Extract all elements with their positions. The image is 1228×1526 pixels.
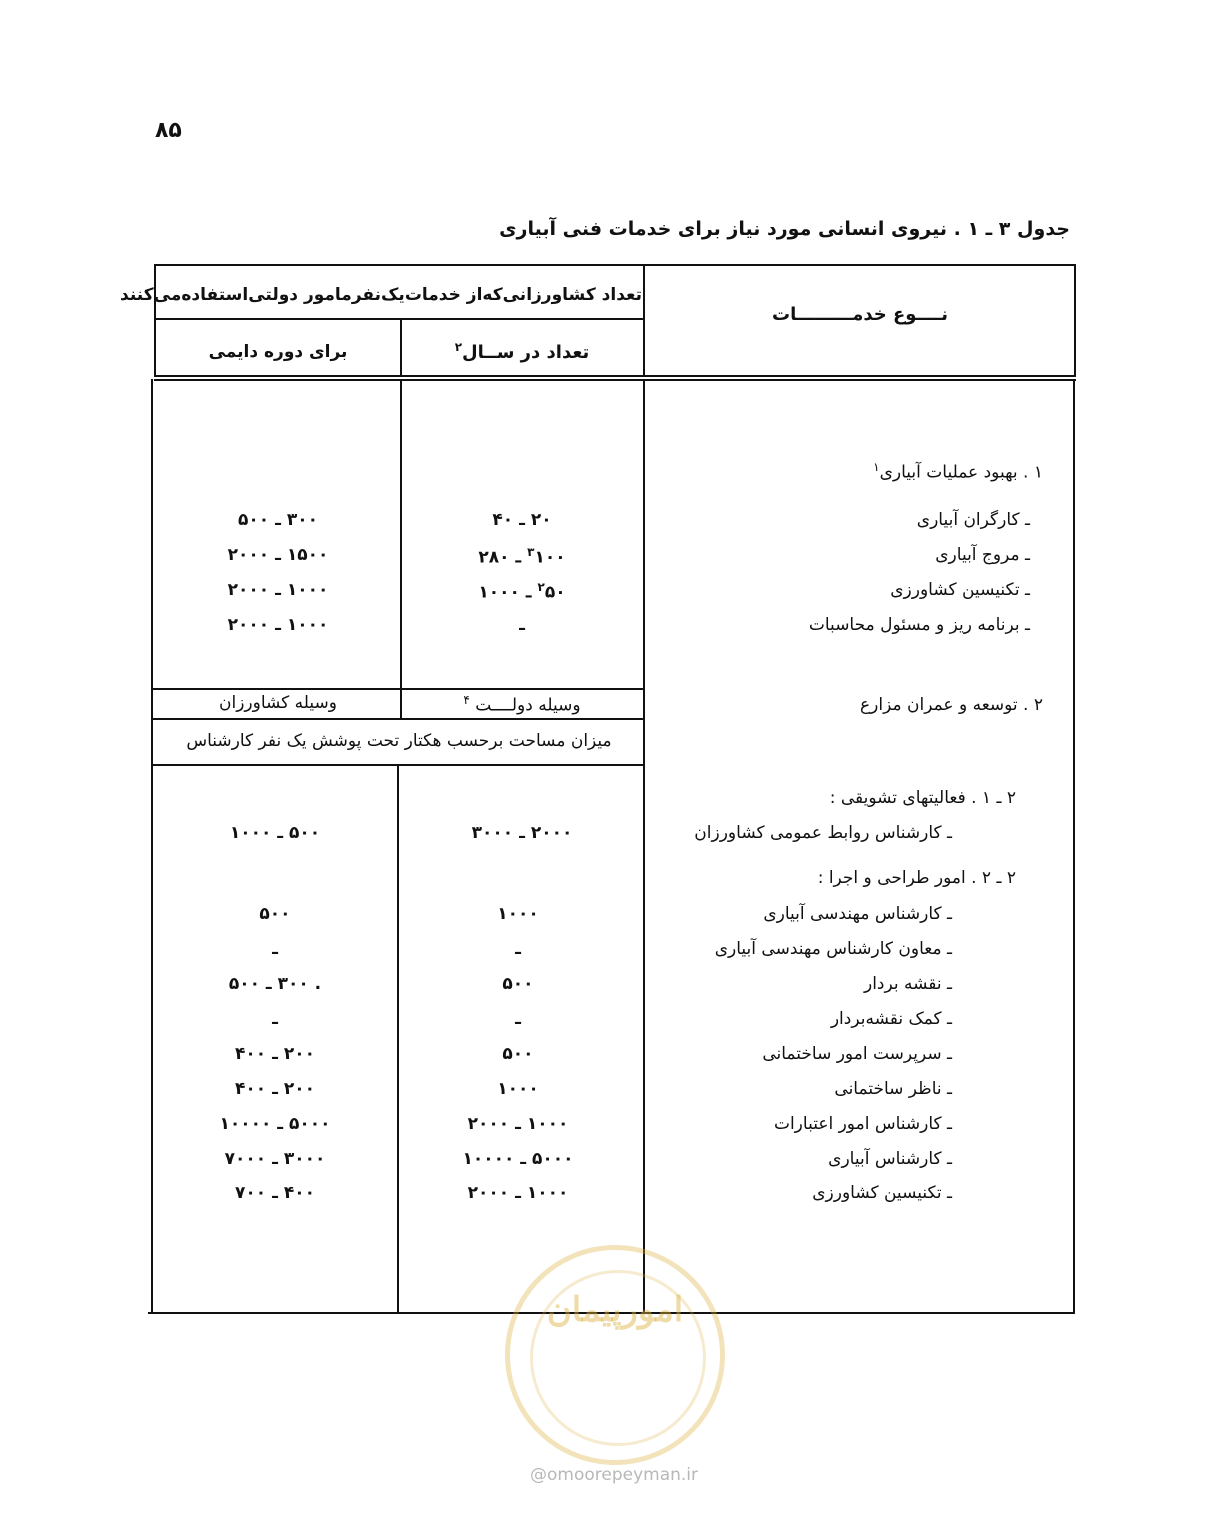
section1-perm: ۱۰۰۰ ـ ۲۰۰۰ xyxy=(227,580,329,600)
header-per-year: تعداد در ســال$^۲$ xyxy=(454,340,590,363)
sub2-year: ۵۰۰ xyxy=(502,1044,534,1064)
sub2-label: ـ سرپرست امور ساختمانی xyxy=(762,1044,952,1064)
body-right-line xyxy=(1073,379,1075,1313)
table-caption: جدول ۳ ـ ۱ . نیروی انسانی مورد نیاز برای خدمات فنی آبیاری xyxy=(499,218,1070,240)
sub2-year: ۱۰۰۰ xyxy=(497,904,539,924)
sub2-perm: ۵۰۰۰ ـ ۱۰۰۰۰ xyxy=(219,1114,331,1134)
by-farmers: وسیله کشاورزان xyxy=(218,693,337,713)
section1-perm: ۱۵۰۰ ـ ۲۰۰۰ xyxy=(227,545,329,565)
body-left-line xyxy=(151,379,153,1313)
sub2-perm: ـ xyxy=(272,939,278,959)
sub1-perm: ۵۰۰ ـ ۱۰۰۰ xyxy=(229,823,321,843)
section2-line-2 xyxy=(152,718,645,720)
sub2-label: ـ کارشناس آبیاری xyxy=(828,1149,952,1169)
sub2-label: ـ کارشناس امور اعتبارات xyxy=(773,1114,952,1134)
section2-line-1 xyxy=(152,688,645,690)
sub2-label: ـ کمک نقشه‌بردار xyxy=(830,1009,952,1029)
sub2-perm: ۲۰۰ ـ ۴۰۰ xyxy=(235,1044,315,1064)
sub2-perm: ۳۰۰۰ ـ ۷۰۰۰ xyxy=(224,1149,326,1169)
header-service-type: نــــوع خدمـــــــــات xyxy=(772,304,948,325)
section1-perm: ۱۰۰۰ ـ ۲۰۰۰ xyxy=(227,615,329,635)
by-government: وسیله دولــــت $^۴$ xyxy=(463,693,581,716)
header-permanent: برای دوره دایمی xyxy=(208,342,348,362)
sub2-year: ـ xyxy=(515,1009,521,1029)
body-col-divider-bottom xyxy=(397,765,399,1313)
watermark-brand: امورپیمان xyxy=(546,1290,684,1330)
sub2-title: ۲ ـ ۲ . امور طراحی و اجرا : xyxy=(817,868,1016,888)
sub1-label: ـ کارشناس روابط عمومی کشاورزان xyxy=(694,823,952,843)
sub2-perm: ـ xyxy=(272,1009,278,1029)
sub1-title: ۲ ـ ۱ . فعالیتهای تشویقی : xyxy=(829,788,1016,808)
sub2-year: ۵۰۰۰ ـ ۱۰۰۰۰ xyxy=(462,1149,574,1169)
section1-label: ـ برنامه ریز و مسئول محاسبات xyxy=(808,615,1030,635)
sub2-label: ـ کارشناس مهندسی آبیاری xyxy=(763,904,952,924)
sub2-label: ـ نقشه بردار xyxy=(863,974,952,994)
header-farmers-per-officer: تعداد کشاورزانی‌که‌از خدمات‌یک‌نفر‌مامور دولتی‌استفاده‌می‌کنند xyxy=(120,285,642,305)
sub2-perm: ۲۰۰ ـ ۴۰۰ xyxy=(235,1079,315,1099)
section2-title: ۲ . توسعه و عمران مزارع xyxy=(860,695,1043,715)
body-top-line xyxy=(154,379,1076,381)
sub2-label: ـ معاون کارشناس مهندسی آبیاری xyxy=(714,939,952,959)
area-header: میزان مساحت برحسب هکتار تحت پوشش یک نفر کارشناس xyxy=(186,731,612,751)
page-number: ۸۵ xyxy=(155,118,182,143)
sub2-label: ـ ناظر ساختمانی xyxy=(834,1079,952,1099)
section1-year: ۲۰ ـ ۴۰ xyxy=(492,510,552,530)
body-service-divider xyxy=(643,379,645,1313)
section1-label: ـ مروج آبیاری xyxy=(935,545,1030,565)
body-col-divider-top xyxy=(400,379,402,689)
section1-title: ۱ . بهبود عملیات آبیاری$^۱$ xyxy=(873,460,1043,483)
sub2-year: ۱۰۰۰ ـ ۲۰۰۰ xyxy=(467,1114,569,1134)
section1-year: $^۲$۵۰ ـ ۱۰۰۰ xyxy=(478,580,566,603)
sub2-year: ۱۰۰۰ ـ ۲۰۰۰ xyxy=(467,1183,569,1203)
watermark-logo-icon xyxy=(505,1245,725,1465)
sub1-year: ۲۰۰۰ ـ ۳۰۰۰ xyxy=(471,823,573,843)
section1-perm: ۳۰۰ ـ ۵۰۰ xyxy=(238,510,318,530)
section1-year: $^۳$۱۰۰ ـ ۲۸۰ xyxy=(478,545,566,568)
sub2-label: ـ تکنیسین کشاورزی xyxy=(812,1183,952,1203)
section1-year: ـ xyxy=(519,615,525,635)
sub2-perm: . ۳۰۰ ـ ۵۰۰ xyxy=(228,974,322,994)
sub2-perm: ۵۰۰ xyxy=(259,904,291,924)
sub2-perm: ۴۰۰ ـ ۷۰۰ xyxy=(235,1183,315,1203)
sub2-year: ۱۰۰۰ xyxy=(497,1079,539,1099)
section1-label: ـ تکنیسین کشاورزی xyxy=(890,580,1030,600)
watermark-site: @omoorepeyman.ir xyxy=(529,1465,699,1485)
sub2-year: ـ xyxy=(515,939,521,959)
sub2-year: ۵۰۰ xyxy=(502,974,534,994)
section2-line-3 xyxy=(152,764,645,766)
section1-label: ـ کارگران آبیاری xyxy=(916,510,1030,530)
